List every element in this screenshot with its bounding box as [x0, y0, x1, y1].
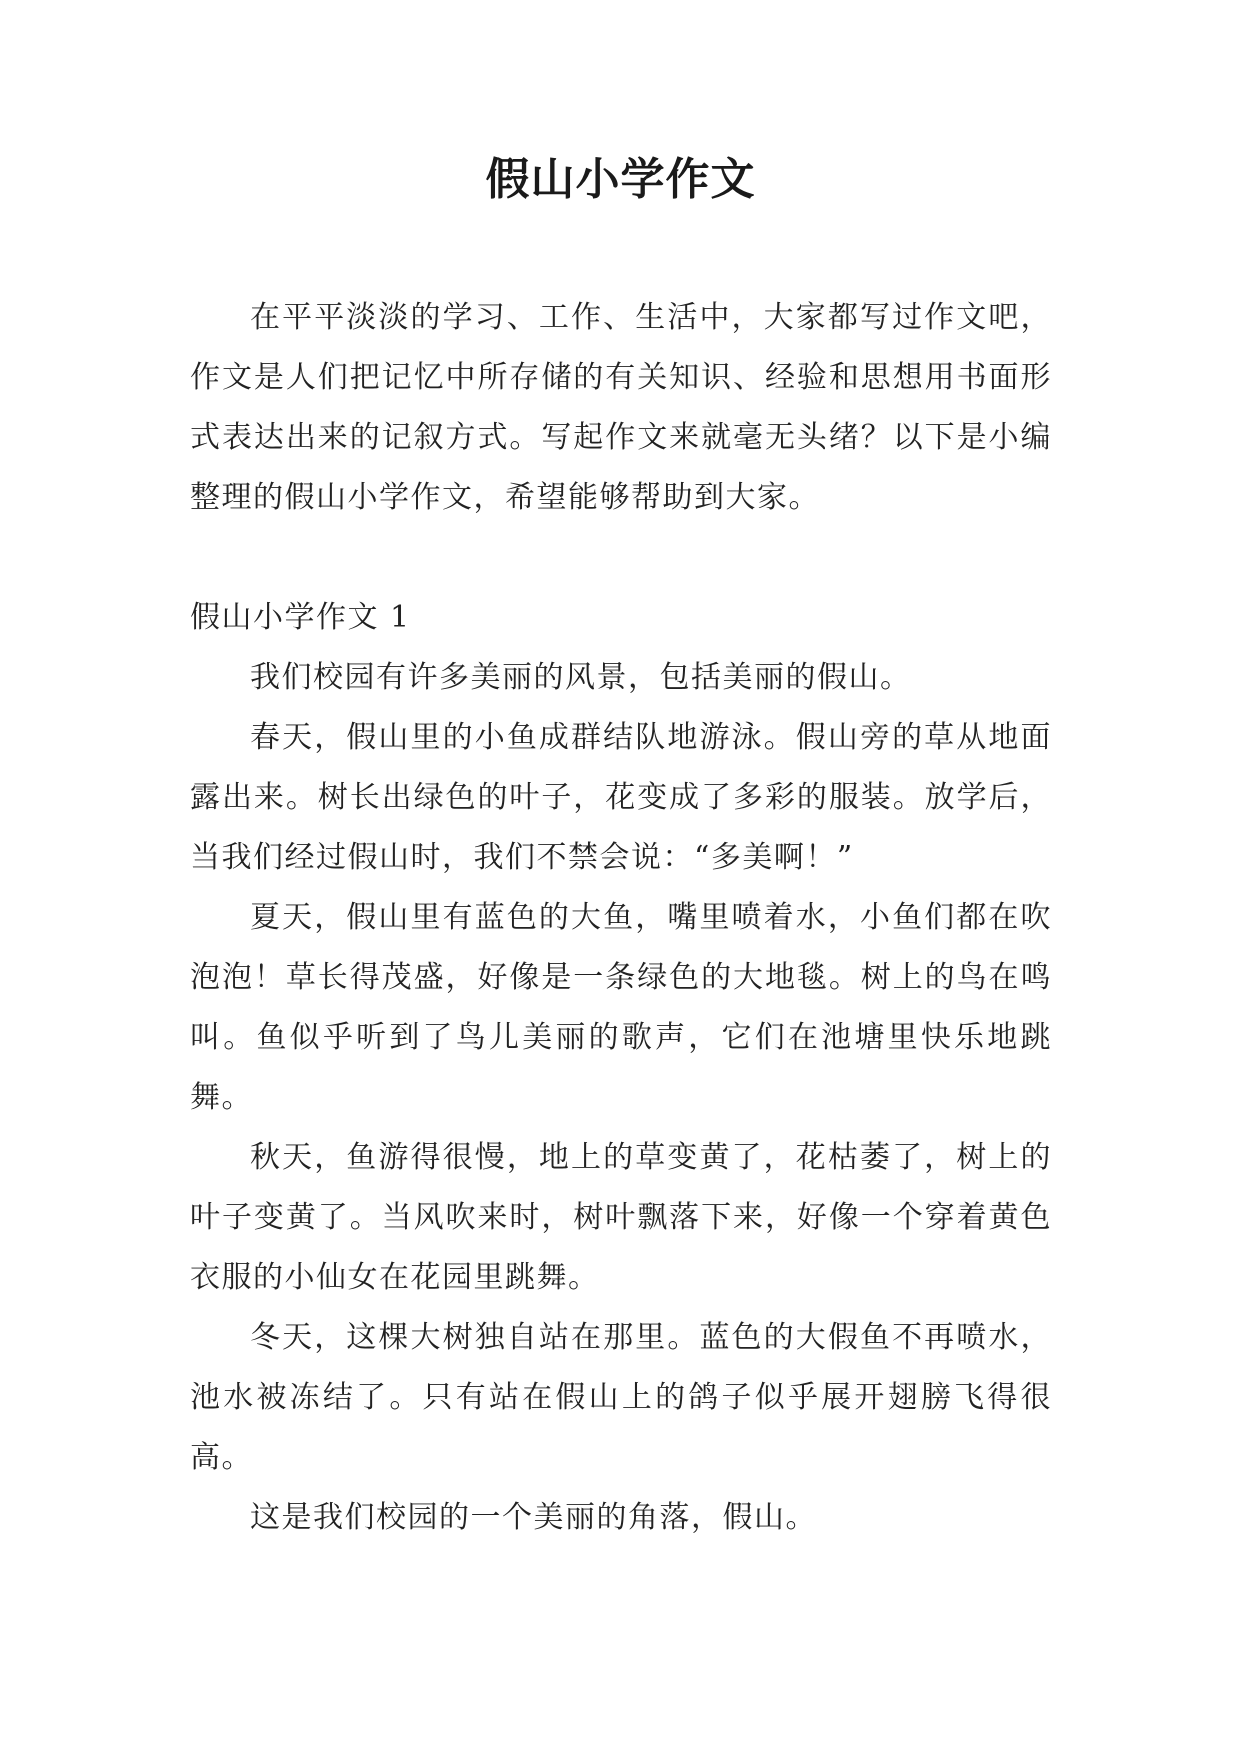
- document-title: 假山小学作文: [485, 154, 756, 205]
- paragraph: 春天，假山里的小鱼成群结队地游泳。假山旁的草从地面露出来。树长出绿色的叶子，花变成了多彩的服装。放学后，当我们经过假山时，我们不禁会说：“多美啊！”: [190, 720, 1052, 875]
- paragraph: 夏天，假山里有蓝色的大鱼，嘴里喷着水，小鱼们都在吹泡泡！草长得茂盛，好像是一条绿色的大地毯。树上的鸟在鸣叫。鱼似乎听到了鸟儿美丽的歌声，它们在池塘里快乐地跳舞。: [190, 900, 1052, 1115]
- paragraph: 我们校园有许多美丽的风景，包括美丽的假山。: [250, 660, 912, 695]
- intro-paragraph: 在平平淡淡的学习、工作、生活中，大家都写过作文吧，作文是人们把记忆中所存储的有关知识、经验和思想用书面形式表达出来的记叙方式。写起作文来就毫无头绪？以下是小编整理的假山小学作文，希望能够帮助到大家。: [190, 300, 1052, 515]
- paragraph: 秋天，鱼游得很慢，地上的草变黄了，花枯萎了，树上的叶子变黄了。当风吹来时，树叶飘落下来，好像一个穿着黄色衣服的小仙女在花园里跳舞。: [190, 1140, 1052, 1295]
- paragraph: 冬天，这棵大树独自站在那里。蓝色的大假鱼不再喷水，池水被冻结了。只有站在假山上的鸽子似乎展开翅膀飞得很高。: [190, 1320, 1052, 1475]
- document-body: [190, 288, 1052, 1548]
- paragraph: 这是我们校园的一个美丽的角落，假山。: [250, 1500, 817, 1535]
- section-title: 假山小学作文 1: [190, 600, 411, 635]
